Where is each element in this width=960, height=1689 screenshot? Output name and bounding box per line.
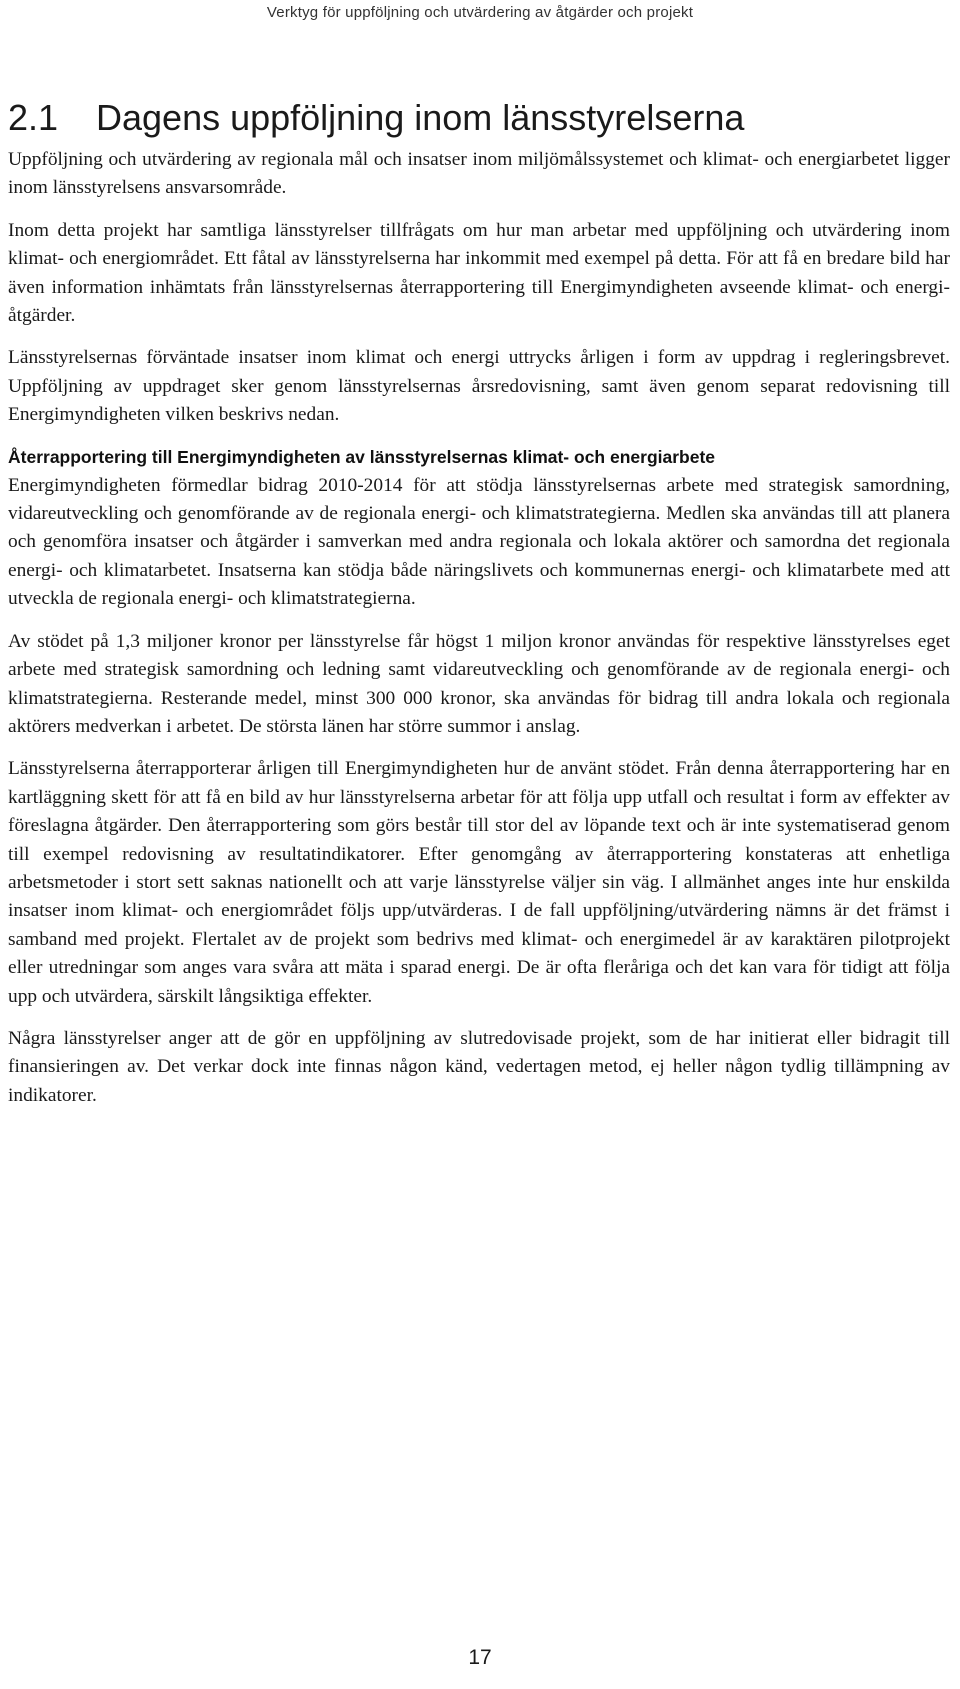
page-number: 17 [468,1646,492,1669]
page-content [8,96,950,1110]
section-number: 2.1 [8,97,59,138]
running-header: Verktyg för uppföljning och utvärdering av åtgärder och projekt [266,4,694,21]
paragraph-bidrag: Energimyndigheten förmedlar bidrag 2010-2014 för att stödja länsstyrelsernas arbete med strategisk samordning, vidareutveckling och genomförande av de regionala energi- och klimatstrategierna. Medlen ska användas till att planera och genomföra insatser och åtgärder i samverkan med andra regionala och lokala aktörer och samordna det regionala energi- och klimatarbetet. Insatserna kan stödja både näringslivets och kommunernas energi- och klimatarbete med att utveckla de regionala energi- och klimatstrategierna. [8,474,950,610]
paragraph-stod: Av stödet på 1,3 miljoner kronor per länsstyrelse får högst 1 miljon kronor användas för respektive länsstyrelses eget arbete med strategisk samordning och ledning samt vidareutveckling och genomförande av de regionala energi- och klimatstrategierna. Resterande medel, minst 300 000 kronor, ska användas för bidrag till andra lokala och regionala aktörers medverkan i arbetet. De största länen har större summor i anslag. [8,630,950,737]
paragraph-survey: Inom detta projekt har samtliga länsstyrelser tillfrågats om hur man arbetar med uppföljning och utvärdering inom klimat- och energiområdet. Ett fåtal av länsstyrelserna har inkommit med exempel på detta. För att få en bredare bild har även information inhämtats från länsstyrelsernas återrapportering till Energimyndigheten avseende klimat- och energiåtgärder. [8,219,950,327]
paragraph-slutredovisade: Några länsstyrelser anger att de gör en uppföljning av slutredovisade projekt, som de har initierat eller bidragit till finansieringen av. Det verkar dock inte finnas någon känd, vedertagen metod, ej heller någon tydlig tillämpning av indikatorer. [8,1027,950,1106]
section-title [8,96,950,140]
section-title-text: Dagens uppföljning inom länsstyrelserna [96,97,745,138]
paragraph-regleringsbrev: Länsstyrelsernas förväntade insatser inom klimat och energi uttrycks årligen i form av uppdrag i regleringsbrevet. Uppföljning av uppdraget sker genom länsstyrelsernas årsredovisning, samt även genom separat redovisning till Energimyndigheten vilken beskrivs nedan. [8,347,950,426]
paragraph-intro: Uppföljning och utvärdering av regionala mål och insatser inom miljömålssystemet och klimat- och energiarbetet ligger inom länsstyrelsens ansvarsområde. [8,149,950,199]
subsection-heading: Återrapportering till Energimyndigheten av länsstyrelsernas klimat- och energiarbete [8,446,716,467]
paragraph-aterrapportering: Länsstyrelserna återrapporterar årligen till Energimyndigheten hur de använt stödet. Från denna återrapportering har en kartläggning skett för att få en bild av hur länsstyrelserna arbetar för att följa upp utfall och resultat i form av effekter av föreslagna åtgärder. Den återrapportering som görs består till stor del av löpande text och är inte systematiserad genom till exempel redovisning av resultatindikatorer. Efter genomgång av återrapportering konstateras att enhetliga arbetsmetoder i stort sett saknas nationellt och att varje länsstyrelse väljer sin väg. I allmänhet anges inte hur enskilda insatser inom klimat- och energiområdet följs upp/utvärderas. I de fall uppföljning/utvärdering nämns är det främst i samband med projekt. Flertalet av de projekt som bedrivs med klimat- och energimedel är av karaktären pilotprojekt eller utredningar som anges vara svåra att mäta i sparad energi. De är ofta fleråriga och det kan vara för tidigt att följa upp och utvärdera, särskilt långsiktiga effekter. [8,758,950,1007]
